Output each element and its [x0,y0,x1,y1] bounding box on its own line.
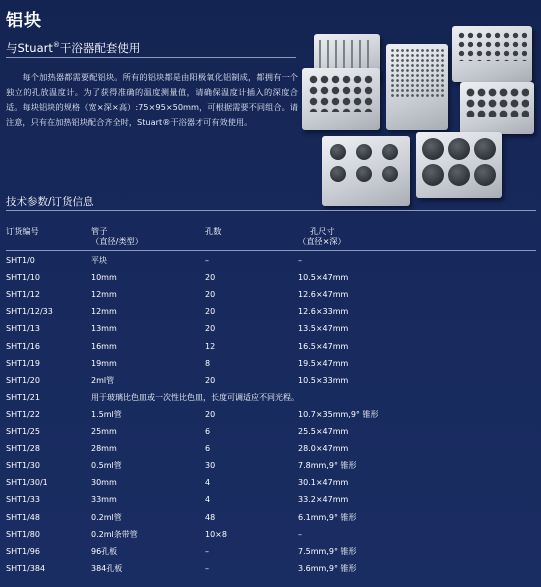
cell-holes: – [205,256,209,265]
cell-code: SHT1/22 [6,409,40,419]
table-row [0,510,541,526]
cell-holes: 48 [205,512,216,522]
tube-block-20 [452,26,532,82]
hole [474,164,496,186]
cell-size: 10.5×33mm [298,375,349,385]
cell-code: SHT1/384 [6,563,46,573]
table-row [0,270,541,286]
cell-holes: 6 [205,427,211,436]
cell-code: SHT1/25 [6,427,40,436]
page-title: 铝块 [6,11,42,31]
cell-tube: 33mm [91,495,117,505]
table-row [0,373,541,389]
cell-code: SHT1/19 [6,358,40,368]
hole [382,166,398,182]
header-code: 订货编号 [6,226,39,236]
tube-block-front-left [322,136,410,206]
table-row [0,356,541,372]
cell-holes: 20 [205,324,216,334]
cell-size: 19.5×47mm [298,358,349,368]
hole [382,144,398,160]
section-title: 技术参数/订货信息 [6,196,94,208]
cell-code: SHT1/13 [6,324,40,334]
header-size-line1: 孔尺寸 [310,226,335,236]
cell-code: SHT1/28 [6,444,40,454]
tube-block-front-right [416,132,502,198]
cell-tube: 13mm [91,324,117,334]
table-row [0,527,541,543]
section-divider [6,210,536,211]
intro-paragraph: 每个加热器都需要配铝块。所有的铝块都是由阳极氧化铝制成，都拥有一个独立的孔放温度计。为了获得准确的温度测量值，请确保温度计插入的深度合适。每块铝块的规格（宽×深×高）:75×95×50mm，可根据需要不同组合。请注意，只有在加热铝块配合齐全时，Stuart®干浴器才可有效使用。 [6,72,298,127]
cell-size: 12.6×33mm [298,307,349,317]
tube-block-left [302,68,380,130]
cell-size: 10.5×47mm [298,273,349,283]
header-size-line2: （直径×深） [298,236,346,246]
cell-size: 30.1×47mm [298,478,349,488]
cell-holes: 20 [205,273,216,283]
hole [356,166,372,182]
cell-code: SHT1/20 [6,375,40,385]
header-tube-line2: （直径/类型） [91,236,143,246]
cell-tube: 12mm [91,290,117,300]
cell-code: SHT1/96 [6,546,40,556]
cell-size: 33.2×47mm [298,495,349,505]
cell-tube: 用于玻璃比色皿或一次性比色皿，长度可调适应不同光程。 [91,392,299,402]
header-divider [6,250,536,251]
cell-tube: 19mm [91,358,117,368]
cell-tube: 1.5ml管 [91,409,122,419]
well-plate-block [386,44,448,130]
cell-holes: 4 [205,495,211,505]
cell-code: SHT1/16 [6,341,40,351]
cell-tube: 0.2ml条带管 [91,529,138,539]
hole [448,138,470,160]
cell-size: 16.5×47mm [298,341,349,351]
cell-size: 10.7×35mm,9° 锥形 [298,409,379,419]
cell-tube: 0.2ml管 [91,512,122,522]
cell-holes: 20 [205,375,216,385]
table-row [0,407,541,423]
cell-holes: 8 [205,358,211,368]
cell-size: 28.0×47mm [298,444,349,454]
hole [330,144,346,160]
hole [330,166,346,182]
cell-tube: 平块 [91,256,107,265]
subtitle-prefix: 与Stuart [6,41,53,55]
header-tube-line1: 管子 [91,226,108,236]
cell-code: SHT1/30 [6,461,40,471]
cell-size: 13.5×47mm [298,324,349,334]
header-holes: 孔数 [205,226,222,236]
hole [356,144,372,160]
cell-code: SHT1/80 [6,529,40,539]
table-row [0,390,541,406]
cell-tube: 96孔板 [91,546,118,556]
cell-code: SHT1/48 [6,512,40,522]
cell-code: SHT1/12 [6,290,40,300]
cell-tube: 16mm [91,341,117,351]
table-row [0,561,541,577]
cell-size: 12.6×47mm [298,290,349,300]
cell-holes: 20 [205,307,216,317]
cell-tube: 384孔板 [91,563,123,573]
cell-holes: 30 [205,461,216,471]
tube-block-right [460,82,534,134]
cell-tube: 10mm [91,273,117,283]
title-divider [6,57,296,58]
cell-tube: 30mm [91,478,117,488]
table-row [0,287,541,303]
hole [474,138,496,160]
cell-tube: 28mm [91,444,117,454]
cell-size: 7.8mm,9° 锥形 [298,461,357,471]
table-row [0,475,541,491]
page-subtitle [6,40,140,56]
cell-code: SHT1/10 [6,273,40,283]
table-row [0,441,541,457]
cell-size: 25.5×47mm [298,427,349,436]
cell-size: 3.6mm,9° 锥形 [298,563,357,573]
hole [422,164,444,186]
subtitle-suffix: 干浴器配套使用 [59,41,141,55]
hole [448,164,470,186]
product-photo [300,4,536,212]
table-row [0,253,541,269]
cell-code: SHT1/33 [6,495,40,505]
table-row [0,321,541,337]
table-row [0,304,541,320]
cell-holes: 12 [205,341,216,351]
cell-code: SHT1/30/1 [6,478,48,488]
table-row [0,544,541,560]
table-row [0,458,541,474]
registered-mark: ® [52,41,60,50]
cell-code: SHT1/21 [6,392,40,402]
cell-holes: 10×8 [205,529,227,539]
table-row [0,424,541,440]
header-tube [91,226,143,246]
table-row [0,492,541,508]
cell-holes: – [205,563,209,573]
cell-size: 6.1mm,9° 锥形 [298,512,357,522]
hole [422,138,444,160]
cell-size: 7.5mm,9° 锥形 [298,546,357,556]
cell-code: SHT1/0 [6,256,35,265]
table-row [0,339,541,355]
cell-holes: 6 [205,444,211,454]
cell-holes: – [205,546,209,556]
cell-tube: 2ml管 [91,375,115,385]
cell-holes: 20 [205,290,216,300]
cell-size: – [298,529,302,539]
cell-holes: 4 [205,478,211,488]
cell-tube: 0.5ml管 [91,461,122,471]
cell-size: – [298,256,302,265]
cell-code: SHT1/12/33 [6,307,53,317]
cell-tube: 25mm [91,427,117,436]
header-size [298,226,346,246]
cell-holes: 20 [205,409,216,419]
cell-tube: 12mm [91,307,117,317]
